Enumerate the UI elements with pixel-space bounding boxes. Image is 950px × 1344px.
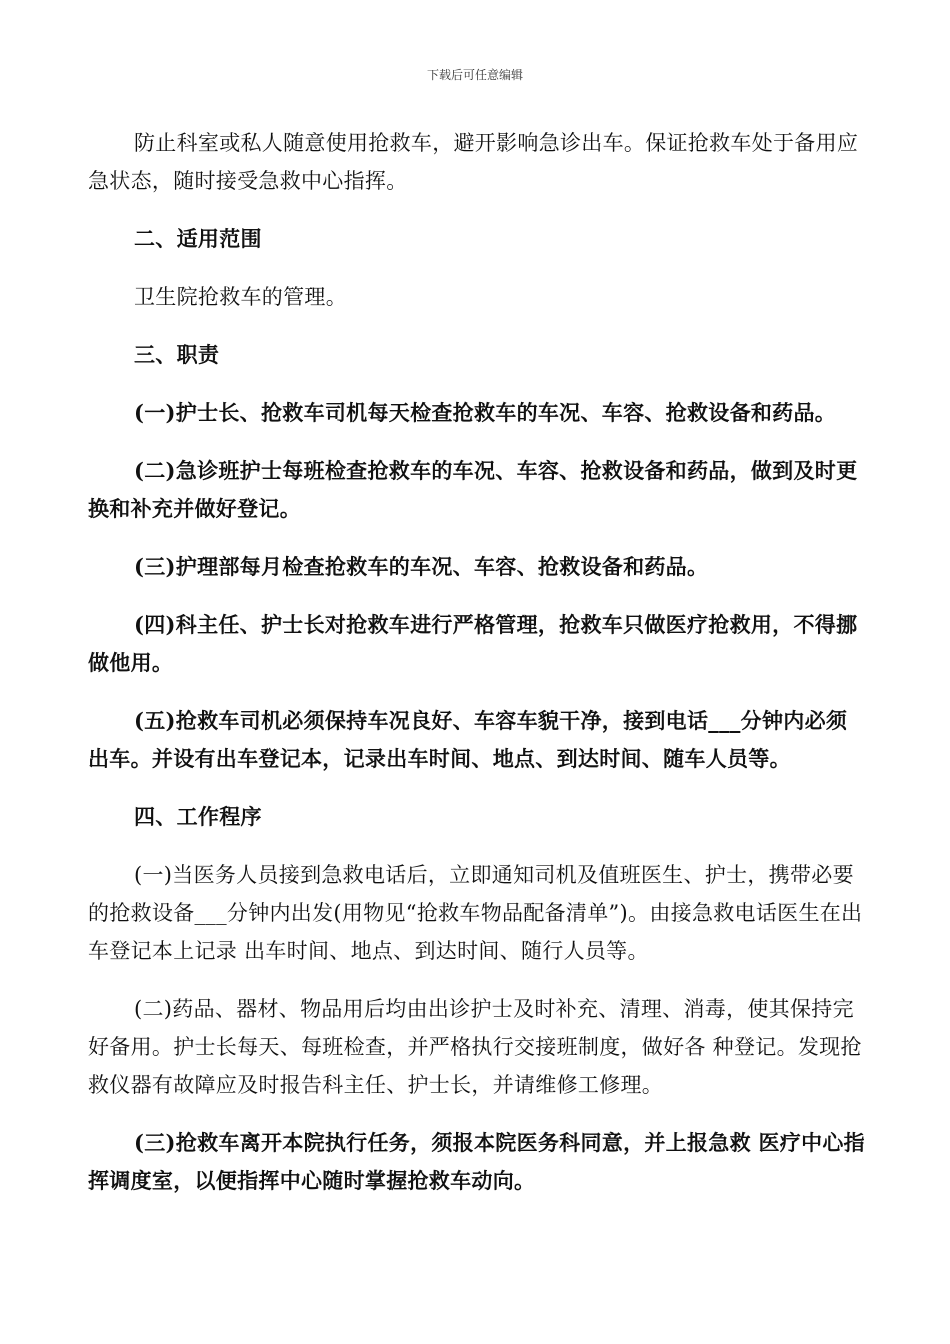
- duty-item-3: (三)护理部每月检查抢救车的车况、车容、抢救设备和药品。: [134, 554, 709, 579]
- intro-paragraph: 防止科室或私人随意使用抢救车，避开影响急诊出车。保证抢救车处于备用应急状态，随时接受急救中心指挥。: [88, 131, 859, 193]
- section-heading-duties: 三、职责: [134, 342, 220, 367]
- scope-paragraph: 卫生院抢救车的管理。: [134, 285, 347, 309]
- section-heading-procedure: 四、工作程序: [134, 804, 262, 829]
- duty-item-1: (一)护士长、抢救车司机每天检查抢救车的车况、车容、抢救设备和药品。: [134, 400, 837, 425]
- duty-item-2: (二)急诊班护士每班检查抢救车的车况、车容、抢救设备和药品，做到及时更换和补充并做好登记。: [88, 458, 858, 521]
- duty-item-5: (五)抢救车司机必须保持车况良好、车容车貌干净，接到电话___分钟内必须出车。并设有出车登记本，记录出车时间、地点、到达时间、随车人员等。: [88, 708, 848, 771]
- procedure-item-2: (二)药品、器材、物品用后均由出诊护士及时补充、清理、消毒，使其保持完好备用。护士长每天、每班检查，并严格执行交接班制度，做好各 种登记。发现抢救仪器有故障应及时报告科主任、护士长，并请维修工修理。: [88, 997, 862, 1097]
- page-header: 下载后可任意编辑: [426, 68, 523, 82]
- duty-item-4: (四)科主任、护士长对抢救车进行严格管理，抢救车只做医疗抢救用，不得挪做他用。: [88, 612, 858, 675]
- procedure-item-3: (三)抢救车离开本院执行任务，须报本院医务科同意，并上报急救 医疗中心指挥调度室，以便指挥中心随时掌握抢救车动向。: [88, 1130, 865, 1193]
- section-heading-scope: 二、适用范围: [134, 226, 262, 251]
- procedure-item-1: (一)当医务人员接到急救电话后，立即通知司机及值班医生、护士，携带必要的抢救设备___分钟内出发(用物见“抢救车物品配备清单”)。由接急救电话医生在出车登记本上记录 出车时间、地点、到达时间、随行人员等。: [88, 863, 863, 963]
- document-body: [88, 124, 868, 1200]
